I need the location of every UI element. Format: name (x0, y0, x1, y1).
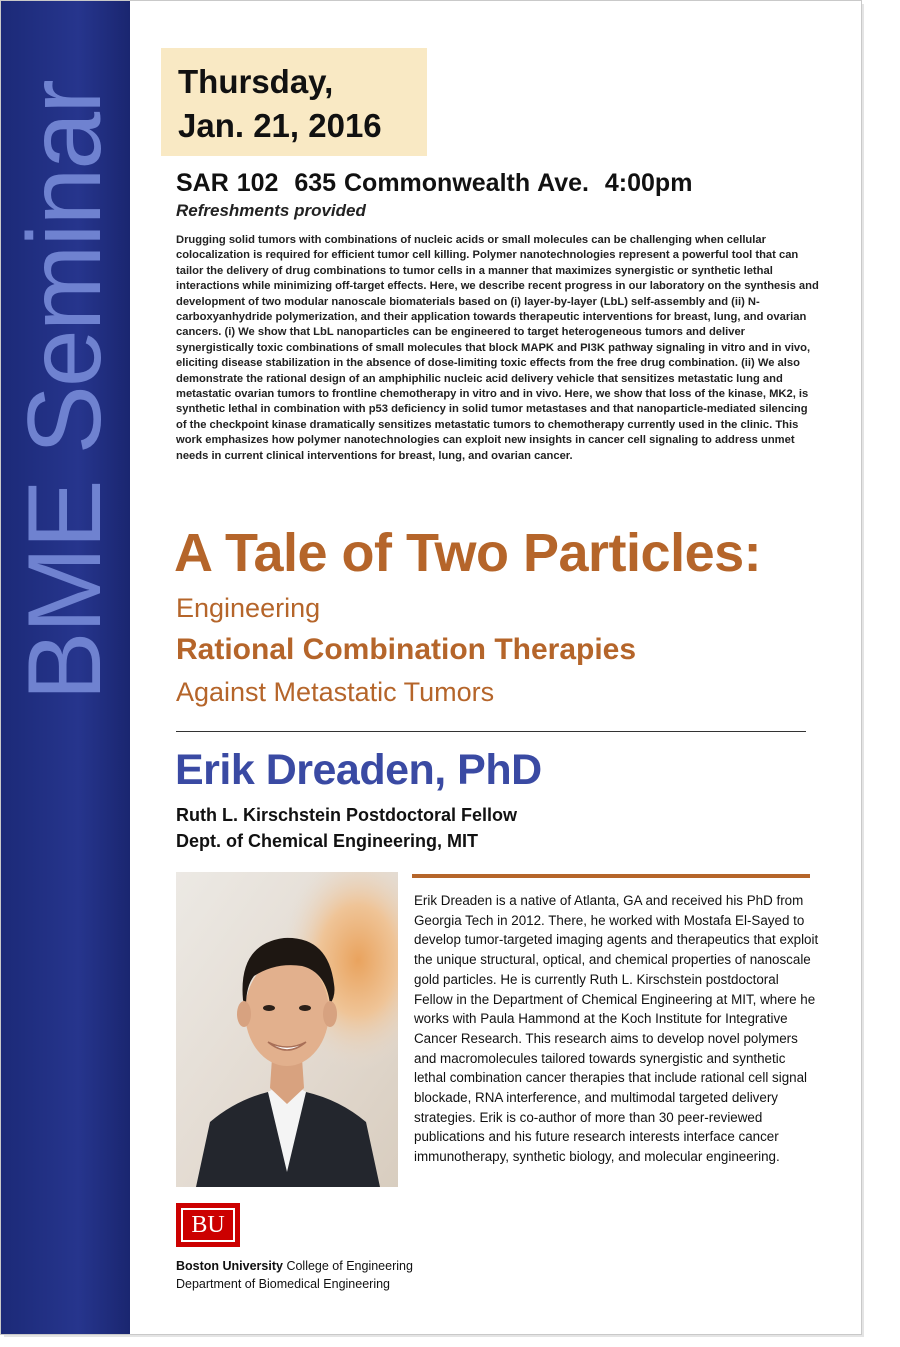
speaker-photo (176, 872, 398, 1187)
event-venue: SAR 102 635 Commonwealth Ave. 4:00pm (176, 169, 693, 197)
divider (176, 731, 806, 732)
footer-university: Boston University (176, 1259, 283, 1273)
speaker-affiliation: Dept. of Chemical Engineering, MIT (176, 831, 479, 851)
speaker-name: Erik Dreaden, PhD (175, 746, 542, 794)
footer-institution (176, 1259, 413, 1273)
portrait-image (176, 872, 398, 1187)
bu-logo-text: BU (181, 1208, 235, 1242)
speaker-role: Ruth L. Kirschstein Postdoctoral Fellow (176, 805, 518, 825)
event-date: Jan. 21, 2016 (178, 107, 382, 144)
speaker-bio: Erik Dreaden is a native of Atlanta, GA and received his PhD from Georgia Tech in 2012. There, he worked with Mostafa El-Sayed to develop tumor-targeted imaging agents and therapeutics that exploit the unique structural, optical, and chemical properties of nanoscale gold particles. He is currently Ruth L. Kirschstein postdoctoral Fellow in the Department of Chemical Engineering at MIT, where he works with Paula Hammond at the Koch Institute for Integrative Cancer Research. This research aims to develop novel polymers and macromolecules tailored towards synergistic and synthetic lethal combination cancer therapies that include rational cell signal blockade, RNA interference, and multimodal targeted delivery strategies. Erik is co-author of more than 30 peer-reviewed publications and his future research interests interface cancer immunotherapy, synthetic biology, and molecular engineering. (414, 893, 819, 1165)
bio-divider (412, 874, 810, 878)
talk-subtitle-3: Against Metastatic Tumors (176, 677, 495, 707)
talk-title: A Tale of Two Particles: (174, 523, 762, 583)
talk-subtitle-1: Engineering (176, 593, 321, 623)
event-day: Thursday, (178, 63, 334, 100)
footer-college: College of Engineering (282, 1259, 413, 1273)
talk-subtitle-2: Rational Combination Therapies (176, 633, 637, 666)
bu-logo (176, 1203, 240, 1247)
footer-department: Department of Biomedical Engineering (176, 1277, 391, 1291)
abstract-text: Drugging solid tumors with combinations of nucleic acids or small molecules can be challenging when cellular colocalization is required for efficient tumor cell killing. Polymer nanotechnologies represent a powerful tool that can tailor the delivery of drug combinations to tumor cells in a manner that maximizes synergistic or synthetic lethal interactions while minimizing off-target effects. Here, we describe recent progress in our laboratory on the synthesis and development of two modular nanoscale biomaterials based on (i) layer-by-layer (LbL) self-assembly and (ii) N-carboxyanhydride polymerization, and their application towards therapeutic interventions for breast, lung, and ovarian cancers. (i) We show that LbL nanoparticles can be engineered to target heterogeneous tumors and deliver synergistically toxic combinations of small molecules that block MAPK and PI3K pathway signaling in vitro and in vivo, eliciting disease stabilization in the absence of dose-limiting toxic effects from the free drug combination. (ii) We also demonstrate the rational design of an amphiphilic nucleic acid delivery vehicle that sensitizes metastatic lung and metastatic ovarian tumors to frontline chemotherapy in vitro and in vivo. Here, we show that loss of the kinase, MK2, is synthetic lethal in combination with p53 deficiency in solid tumor metastases and that nanoparticle-mediated silencing of the checkpoint kinase dramatically sensitizes metastatic tumors to chemotherapy currently used in the clinic. This work emphasizes how polymer nanotechnologies can exploit new insights in cancer cell signaling to address unmet needs in current clinical interventions for breast, lung, and ovarian cancer. (176, 234, 819, 462)
sidebar-band (1, 1, 130, 1334)
refreshments-note: Refreshments provided (176, 201, 366, 220)
sidebar-title: BME Seminar (7, 81, 123, 701)
